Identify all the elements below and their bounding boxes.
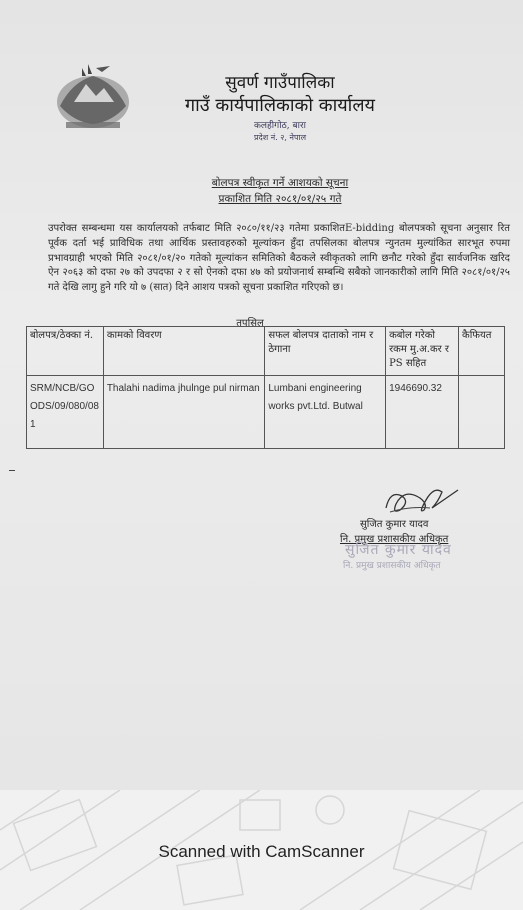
notice-body-paragraph: उपरोक्त सम्बन्धमा यस कार्यालयको तर्फबाट मिति २०८०/११/२३ गतेमा प्रकाशितE-bidding बोलपत्रको सूचना अनुसार रित पूर्वक दर्ता भई प्राविधिक तथा आर्थिक प्रस्तावहरुको मूल्यांकन हुँदा तपसिलका बोलपत्र न्युनतम मुल्यांकित सारभूत रुपमा प्रभावग्राही भएको मिति २०८१/०१/२० गतेको मूल्यांकन समितिको बैठकले स्वीकृतको लागि छनौट गरेको हुँदा सार्वजनिक खरिद ऐन २०६३ को दफा २७ को उपदफा २ र सो ऐनको दफा ४७ को प्रयोजनार्थ सम्बन्धि सबैको जानकारीको लागि मिति २०८१/०१/२५ गते देखि लागु हुने गरि यो ७ (सात) दिने आशय पत्रको सूचना प्रकाशित गरिएको छ। [48,223,510,294]
cell-bidder-name-address: Lumbani engineering works pvt.Ltd. Butwal [265,376,386,449]
signatory-title: नि. प्रमुख प्रशासकीय अधिकृत [340,534,449,545]
cell-bid-amount: 1946690.32 [386,376,459,449]
stamp-title: नि. प्रमुख प्रशासकीय अधिकृत [343,561,441,571]
address-stamp-line1: कलहीगोठ, बारा [254,121,306,131]
notice-title: बोलपत्र स्वीकृत गर्ने आशयको सूचना [211,177,349,189]
table-header-row [27,327,505,376]
header-remarks: कैफियत [459,327,505,376]
signatory-name: सुजित कुमार यादव [360,519,429,530]
camscanner-watermark-text: Scanned with CamScanner [158,842,365,861]
header-bidder-name-address: सफल बोलपत्र दाताको नाम र ठेगाना [265,327,386,376]
office-title-line1: सुवर्ण गाउँपालिका [225,73,335,93]
handwritten-signature [380,478,460,520]
header-work-description: कामको विवरण [103,327,265,376]
header-bid-amount: कबोल गरेको रकम मु.अ.कर र PS सहित [386,327,459,376]
address-stamp-line2: प्रदेश नं. २, नेपाल [253,133,307,142]
office-title-line2: गाउँ कार्यपालिकाको कार्यालय [185,95,375,116]
header-bid-number: बोलपत्र/ठेक्का नं. [27,327,104,376]
cell-work-description: Thalahi nadima jhulnge pul nirman [103,376,265,449]
cell-remarks [459,376,505,449]
notice-published-date: प्रकाशित मिति २०८१/०१/२५ गते [218,193,342,205]
table-caption: तपसिल [236,318,264,329]
cell-bid-number: SRM/NCB/GOODS/09/080/081 [27,376,104,449]
stamp-name: सुजित कुमार यादव [345,542,452,558]
scan-mark [9,470,15,471]
camscanner-footer [0,790,523,910]
bid-award-table [26,326,505,449]
table-row [27,376,505,449]
